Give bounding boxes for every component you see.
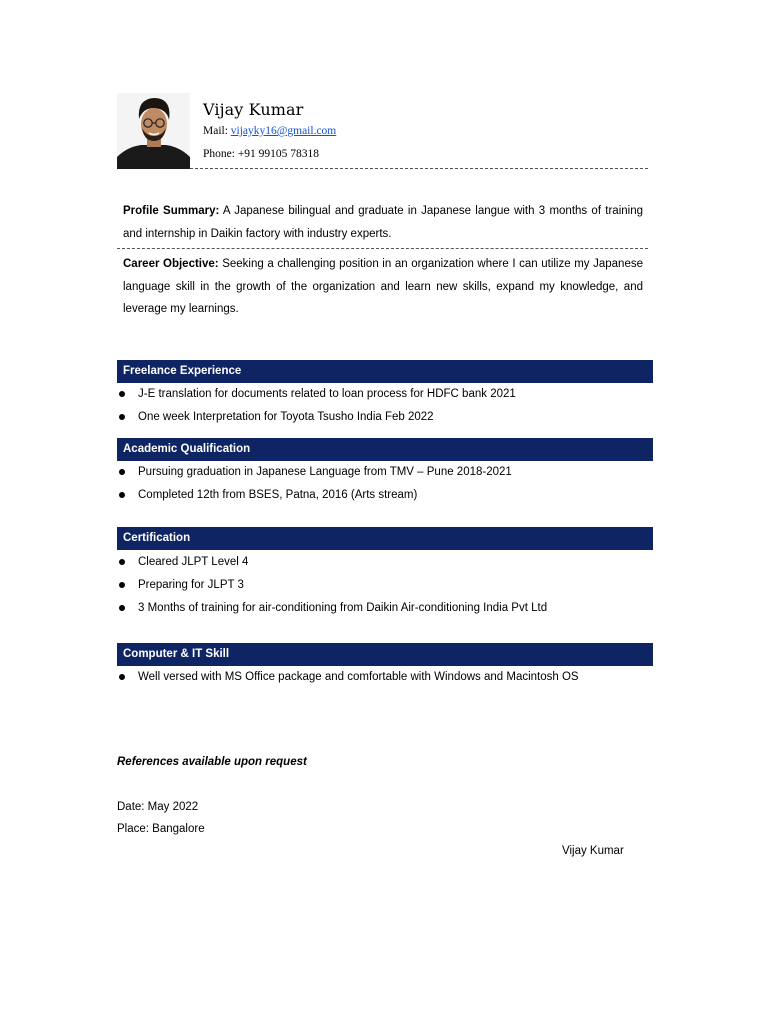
profile-summary <box>123 200 643 245</box>
list-item-text: Completed 12th from BSES, Patna, 2016 (Arts stream) <box>138 489 418 501</box>
list-item-text: Pursuing graduation in Japanese Language from TMV – Pune 2018-2021 <box>138 466 512 478</box>
list-item <box>117 484 512 507</box>
list-item <box>117 574 547 597</box>
list-item-text: Well versed with MS Office package and comfortable with Windows and Macintosh OS <box>138 671 579 683</box>
freelance-list <box>117 383 516 429</box>
bullet-icon <box>119 391 125 397</box>
section-header-certification: Certification <box>117 527 653 550</box>
mail-label: Mail: <box>203 125 231 137</box>
bullet-icon <box>119 414 125 420</box>
bullet-icon <box>119 559 125 565</box>
email-link[interactable]: vijayky16@gmail.com <box>230 125 337 137</box>
list-item <box>117 461 512 484</box>
career-objective <box>123 253 643 321</box>
bullet-icon <box>119 674 125 680</box>
bullet-icon <box>119 492 125 498</box>
section-header-it-skill: Computer & IT Skill <box>117 643 653 666</box>
bullet-icon <box>119 605 125 611</box>
academic-list <box>117 461 512 507</box>
section-header-academic: Academic Qualification <box>117 438 653 461</box>
career-objective-label: Career Objective: <box>123 258 219 270</box>
signature-name: Vijay Kumar <box>562 845 624 857</box>
contact-phone: Phone: +91 99105 78318 <box>203 148 320 160</box>
career-objective-text: Seeking a challenging position in an organization where I can utilize my Japanese language skill in the growth of the organization and learn new skills, expand my knowledge, and leverage my learnings. <box>123 258 643 315</box>
bullet-icon <box>119 469 125 475</box>
list-item-text: Preparing for JLPT 3 <box>138 579 244 591</box>
list-item <box>117 406 516 429</box>
profile-photo <box>117 93 190 169</box>
it-skill-list <box>117 666 579 689</box>
certification-list <box>117 551 547 620</box>
list-item <box>117 597 547 620</box>
profile-summary-text: A Japanese bilingual and graduate in Japanese langue with 3 months of training and internship in Daikin factory with industry experts. <box>123 205 643 240</box>
date-line: Date: May 2022 <box>117 801 199 813</box>
list-item <box>117 551 547 574</box>
contact-email <box>203 125 336 137</box>
header-divider <box>190 168 648 169</box>
list-item-text: Cleared JLPT Level 4 <box>138 556 249 568</box>
list-item <box>117 666 579 689</box>
list-item-text: J-E translation for documents related to loan process for HDFC bank 2021 <box>138 388 516 400</box>
summary-divider <box>117 248 648 249</box>
profile-summary-label: Profile Summary: <box>123 205 220 217</box>
references-note: References available upon request <box>117 756 307 768</box>
bullet-icon <box>119 582 125 588</box>
list-item <box>117 383 516 406</box>
section-header-freelance: Freelance Experience <box>117 360 653 383</box>
place-line: Place: Bangalore <box>117 823 205 835</box>
list-item-text: 3 Months of training for air-conditioning from Daikin Air-conditioning India Pvt Ltd <box>138 602 548 614</box>
candidate-name: Vijay Kumar <box>203 100 304 119</box>
list-item-text: One week Interpretation for Toyota Tsusho India Feb 2022 <box>138 411 434 423</box>
